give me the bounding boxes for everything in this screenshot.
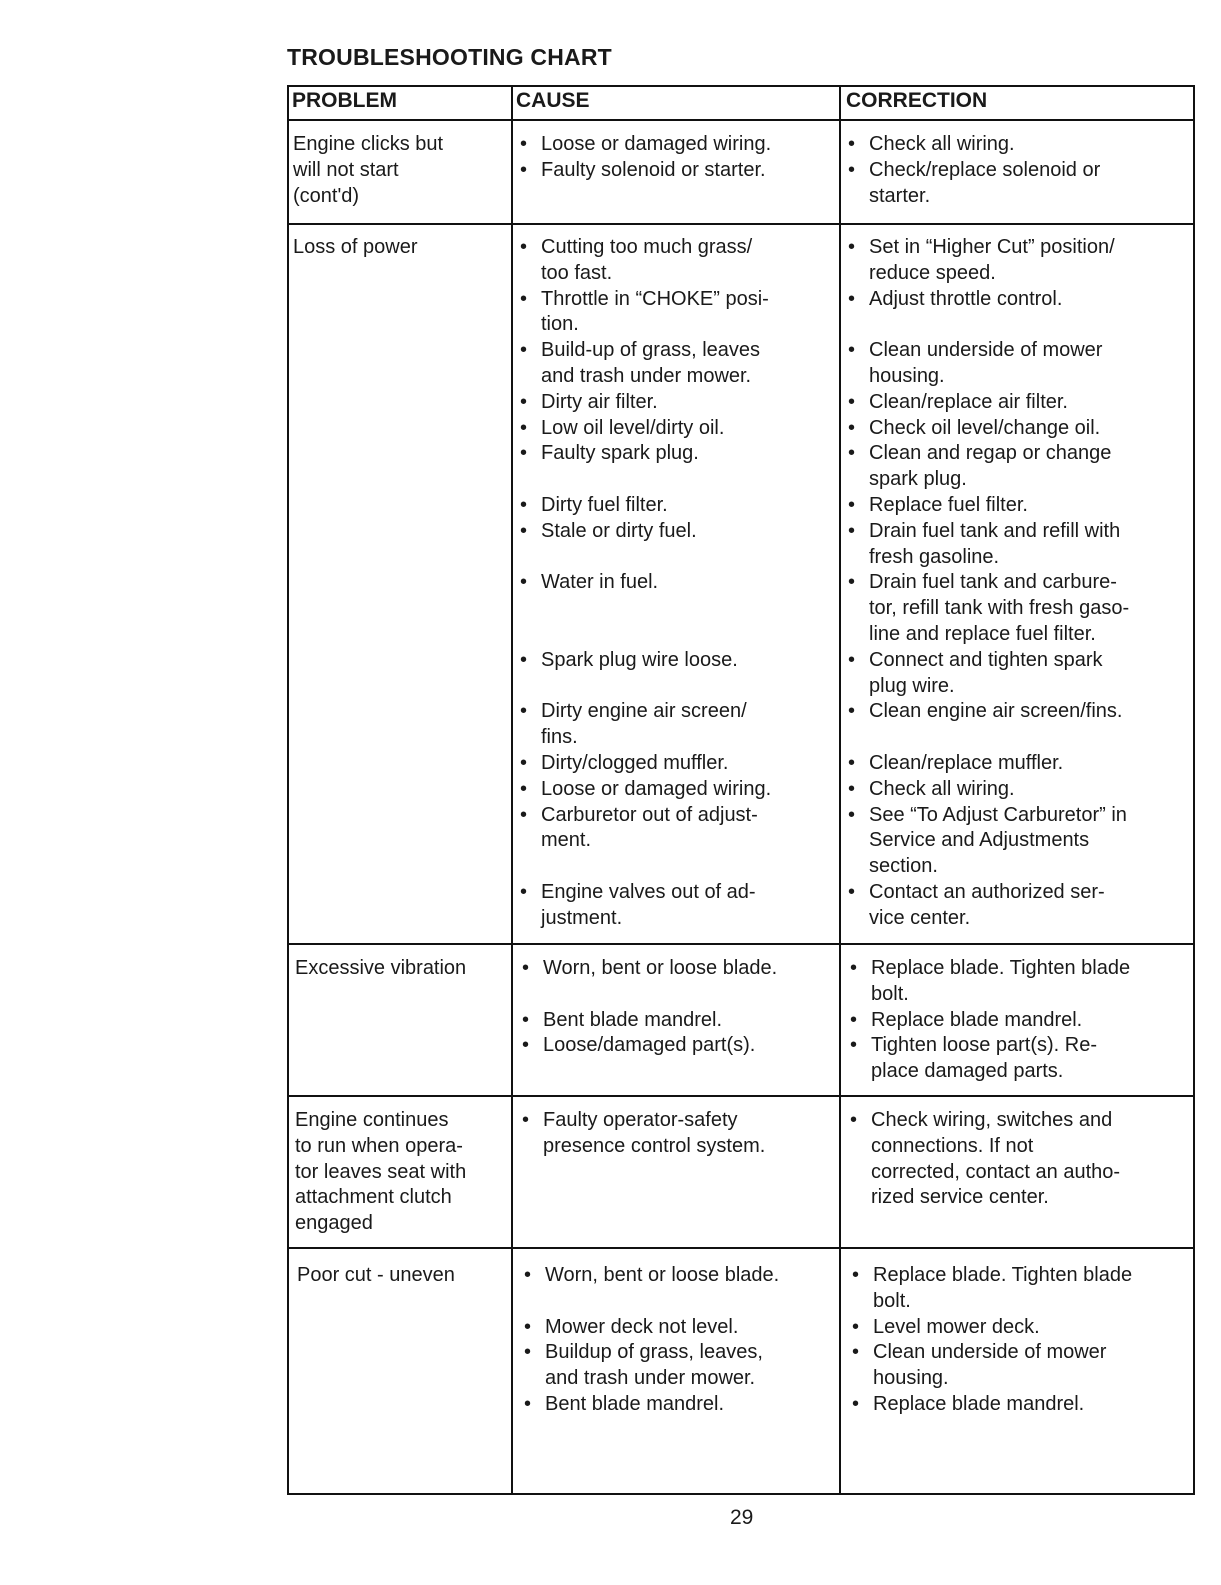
correction-item: • Check wiring, switches and connections. If not corrected, contact an autho- rized service center. — [845, 1108, 1193, 1211]
row-problem: Engine continues to run when opera- tor leaves seat with attachment clutch engaged — [295, 1109, 467, 1235]
correction-item: • Drain fuel tank and refill with fresh gasoline. — [843, 519, 1193, 571]
header-correction: CORRECTION — [846, 89, 988, 112]
cause-item: • Faulty operator-safety presence control system. — [517, 1108, 837, 1160]
cause-item: • Worn, bent or loose blade. — [517, 956, 837, 982]
cause-item: • Loose or damaged wiring. — [515, 777, 837, 803]
cause-item: • Worn, bent or loose blade. — [519, 1263, 837, 1289]
cause-item: • Engine valves out of ad- justment. — [515, 880, 837, 932]
cause-list — [515, 235, 837, 932]
header-cause: CAUSE — [516, 89, 590, 112]
troubleshooting-table — [287, 85, 1195, 1495]
cause-item: • Dirty/clogged muffler. — [515, 751, 837, 777]
correction-item: • Clean/replace air filter. — [843, 390, 1193, 416]
correction-item: • Tighten loose part(s). Re- place damaged parts. — [845, 1033, 1193, 1085]
correction-item: • Check/replace solenoid or starter. — [843, 158, 1193, 210]
cause-item: • Dirty air filter. — [515, 390, 837, 416]
cause-item: • Bent blade mandrel. — [519, 1392, 837, 1418]
cause-list — [517, 956, 837, 1059]
cause-item: • Loose/damaged part(s). — [517, 1033, 837, 1059]
correction-item: • Check all wiring. — [843, 777, 1193, 803]
cause-item: • Build-up of grass, leaves and trash under mower. — [515, 338, 837, 390]
cause-item: • Water in fuel. — [515, 570, 837, 596]
correction-item: • Replace blade. Tighten blade bolt. — [845, 956, 1193, 1008]
cause-item: • Throttle in “CHOKE” posi- tion. — [515, 287, 837, 339]
row-divider — [289, 1095, 1193, 1097]
column-divider — [511, 87, 513, 1493]
correction-item: • Replace blade mandrel. — [847, 1392, 1193, 1418]
correction-item: • Adjust throttle control. — [843, 287, 1193, 313]
cause-list — [519, 1263, 837, 1418]
page-number: 29 — [730, 1506, 754, 1529]
correction-item: • Contact an authorized ser- vice center. — [843, 880, 1193, 932]
correction-item: • Check oil level/change oil. — [843, 416, 1193, 442]
cause-list — [517, 1108, 837, 1160]
cause-item: • Faulty spark plug. — [515, 441, 837, 467]
row-divider — [289, 223, 1193, 225]
correction-list — [847, 1263, 1193, 1418]
cause-item: • Cutting too much grass/ too fast. — [515, 235, 837, 287]
correction-item: • Replace blade. Tighten blade bolt. — [847, 1263, 1193, 1315]
row-problem: Loss of power — [293, 236, 418, 258]
correction-item: • Clean engine air screen/fins. — [843, 699, 1193, 725]
correction-list — [845, 1108, 1193, 1211]
row-problem: Engine clicks but will not start (cont'd) — [293, 133, 444, 207]
correction-item: • Clean and regap or change spark plug. — [843, 441, 1193, 493]
chart-title: TROUBLESHOOTING CHART — [287, 44, 612, 70]
cause-item: • Buildup of grass, leaves, and trash under mower. — [519, 1340, 837, 1392]
correction-item: • Replace fuel filter. — [843, 493, 1193, 519]
cause-item: • Mower deck not level. — [519, 1315, 837, 1341]
correction-item: • Clean/replace muffler. — [843, 751, 1193, 777]
row-divider — [289, 943, 1193, 945]
cause-list — [515, 132, 837, 184]
cause-item: • Dirty engine air screen/ fins. — [515, 699, 837, 751]
correction-item: • Replace blade mandrel. — [845, 1008, 1193, 1034]
cause-item: • Faulty solenoid or starter. — [515, 158, 837, 184]
correction-item: • Clean underside of mower housing. — [843, 338, 1193, 390]
correction-item: • Check all wiring. — [843, 132, 1193, 158]
correction-item: • Set in “Higher Cut” position/ reduce speed. — [843, 235, 1193, 287]
cause-item: • Low oil level/dirty oil. — [515, 416, 837, 442]
correction-item: • Drain fuel tank and carbure- tor, refill tank with fresh gaso- line and replace fuel filter. — [843, 570, 1193, 647]
row-divider — [289, 1247, 1193, 1249]
row-problem: Excessive vibration — [295, 957, 467, 979]
correction-item: • Level mower deck. — [847, 1315, 1193, 1341]
cause-item: • Carburetor out of adjust- ment. — [515, 803, 837, 855]
correction-list — [845, 956, 1193, 1085]
cause-item: • Stale or dirty fuel. — [515, 519, 837, 545]
correction-item: • Clean underside of mower housing. — [847, 1340, 1193, 1392]
row-problem: Poor cut - uneven — [297, 1264, 455, 1286]
header-divider — [289, 119, 1193, 121]
cause-item: • Bent blade mandrel. — [517, 1008, 837, 1034]
correction-item: • Connect and tighten spark plug wire. — [843, 648, 1193, 700]
cause-item: • Loose or damaged wiring. — [515, 132, 837, 158]
correction-item: • See “To Adjust Carburetor” in Service and Adjustments section. — [843, 803, 1193, 880]
column-divider — [839, 87, 841, 1493]
correction-list — [843, 132, 1193, 209]
header-problem: PROBLEM — [292, 89, 397, 112]
cause-item: • Dirty fuel filter. — [515, 493, 837, 519]
correction-list — [843, 235, 1193, 932]
cause-item: • Spark plug wire loose. — [515, 648, 837, 674]
